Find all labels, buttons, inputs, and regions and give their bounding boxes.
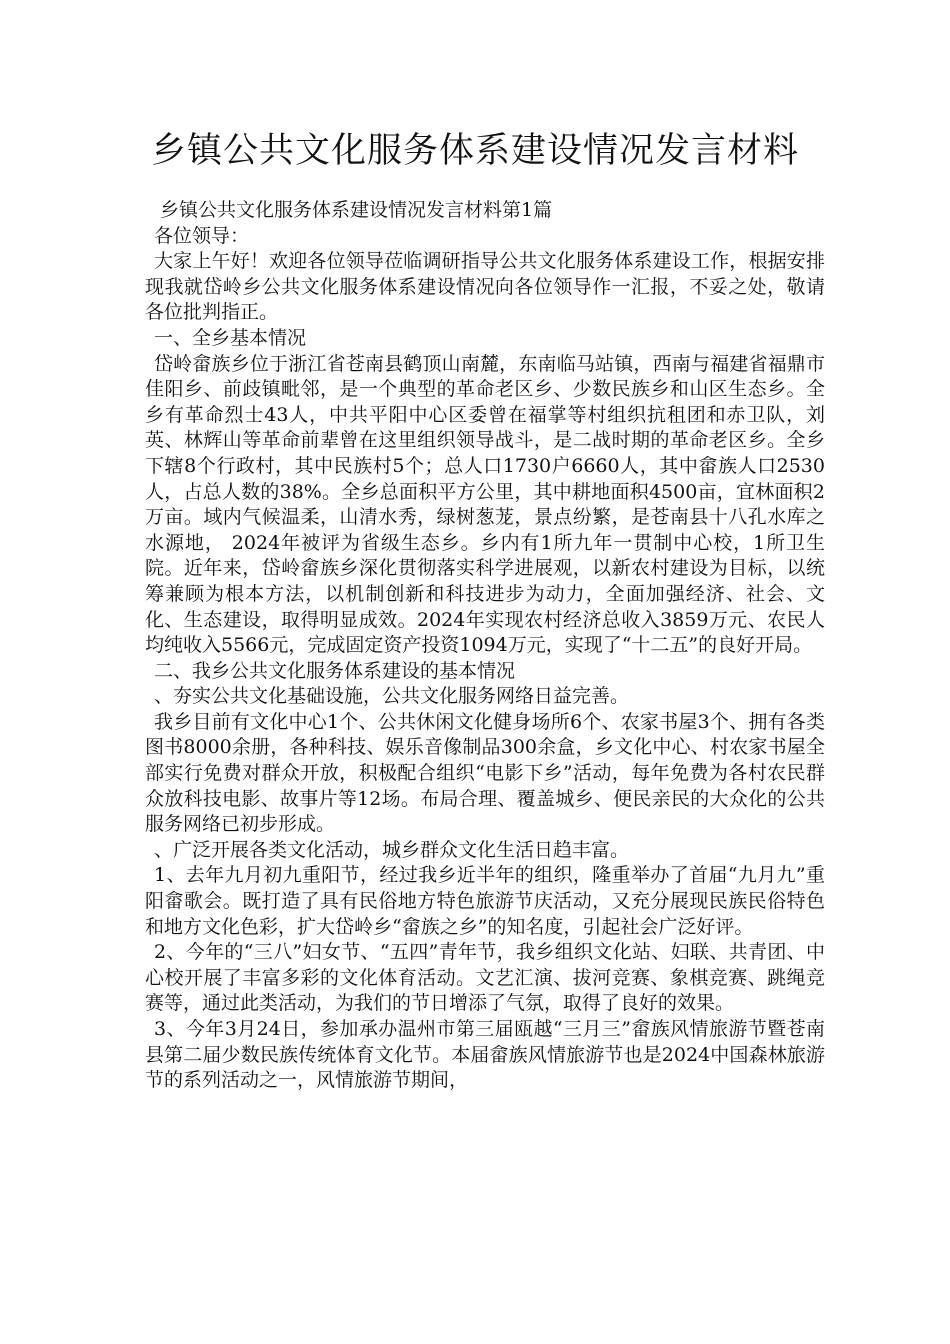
paragraph: 3、今年3月24日，参加承办温州市第三届瓯越“三月三”畲族风情旅游节暨苍南县第二届少数民族传统体育文化节。本届畲族风情旅游节也是2024中国森林旅游节的系列活动之一，风情旅游节期间， (145, 1018, 825, 1092)
salutation: 各位领导： (154, 224, 250, 247)
document-title: 乡镇公共文化服务体系建设情况发言材料 (150, 131, 799, 171)
subsection-heading: 、广泛开展各类文化活动，城乡群众文化生活日趋丰富。 (154, 838, 630, 861)
paragraph: 岱岭畲族乡位于浙江省苍南县鹤顶山南麓，东南临马站镇，西南与福建省福鼎市佳阳乡、前歧镇毗邻，是一个典型的革命老区乡、少数民族乡和山区生态乡。全乡有革命烈士43人，中共平阳中心区委曾在福掌等村组织抗租团和赤卫队，刘英、林辉山等革命前辈曾在这里组织领导战斗，是二战时期的革命老区乡。全乡下辖8个行政村，其中民族村5个；总人口1730户6660人，其中畲族人口2530人，占总人数的38%。全乡总面积平方公里，其中耕地面积4500亩，宜林面积2万亩。域内气候温柔，山清水秀，绿树葱茏，景点纷繁，是苍南县十八孔水库之水源地， 2024年被评为省级生态乡。乡内有1所九年一贯制中心校，1所卫生院。近年来，岱岭畲族乡深化贯彻落实科学进展观，以新农村建设为目标，以统筹兼顾为根本方法，以机制创新和科技进步为动力，全面加强经济、社会、文化、生态建设，取得明显成效。2024年实现农村经济总收入3859万元、农民人均纯收入5566元，完成固定资产投资1094万元，实现了“十二五”的良好开局。 (145, 352, 825, 657)
subsection-heading: 、夯实公共文化基础设施，公共文化服务网络日益完善。 (154, 685, 630, 708)
paragraph: 1、去年九月初九重阳节，经过我乡近半年的组织，隆重举办了首届“九月九”重阳畲歌会。既打造了具有民俗地方特色旅游节庆活动，又充分展现民族民俗特色和地方文化色彩，扩大岱岭乡“畲族之乡”的知名度，引起社会广泛好评。 (145, 864, 825, 938)
paragraph: 大家上午好！欢迎各位领导莅临调研指导公共文化服务体系建设工作，根据安排现我就岱岭乡公共文化服务体系建设情况向各位领导作一汇报，不妥之处，敬请各位批判指正。 (145, 250, 825, 324)
paragraph: 我乡目前有文化中心1个、公共休闲文化健身场所6个、农家书屋3个、拥有各类图书8000余册，各种科技、娱乐音像制品300余盒，乡文化中心、村农家书屋全部实行免费对群众开放，积极配合组织“电影下乡”活动，每年免费为各村农民群众放科技电影、故事片等12场。布局合理、覆盖城乡、便民亲民的大众化的公共服务网络已初步形成。 (145, 710, 825, 836)
section-heading: 一、全乡基本情况 (154, 326, 307, 349)
document-body (145, 198, 825, 1094)
section-heading: 二、我乡公共文化服务体系建设的基本情况 (154, 659, 516, 682)
paragraph: 2、今年的“三八”妇女节、“五四”青年节，我乡组织文化站、妇联、共青团、中心校开展了丰富多彩的文化体育活动。文艺汇演、拔河竞赛、象棋竞赛、跳绳竞赛等，通过此类活动，为我们的节日增添了气氛，取得了良好的效果。 (145, 941, 825, 1015)
section-subtitle: 乡镇公共文化服务体系建设情况发言材料第1篇 (160, 199, 553, 221)
